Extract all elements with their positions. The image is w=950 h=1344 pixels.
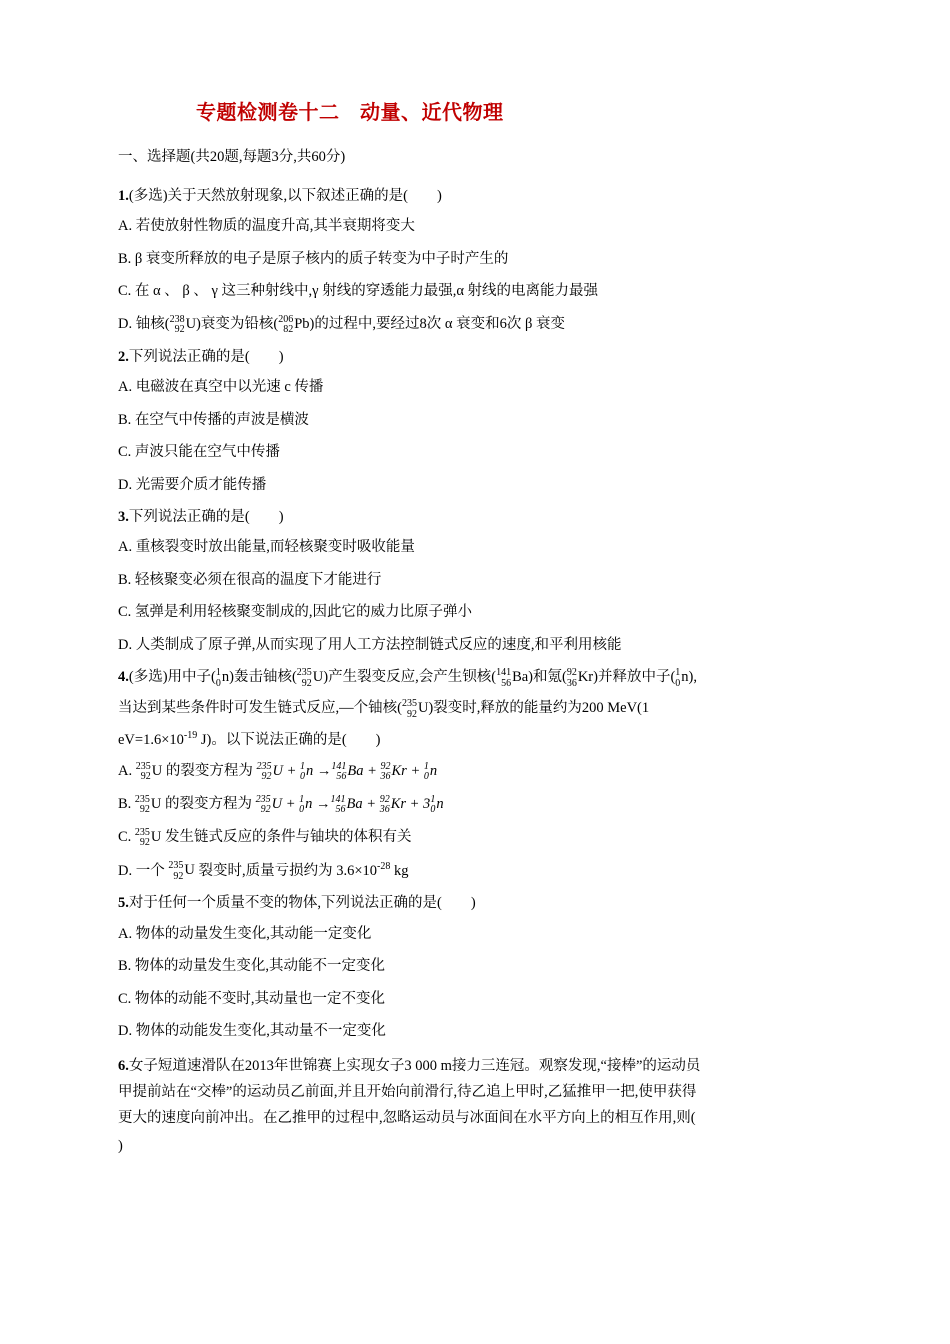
nuclide-u235-f: 235 92: [168, 860, 184, 882]
question-6-stem-line-2: 甲提前站在“交棒”的运动员乙前面,并且开始向前滑行,待乙追上甲时,乙猛推甲一把,使甲获得: [118, 1083, 697, 1100]
nuclide-u238: 238 92: [169, 313, 185, 336]
question-4: [118, 666, 832, 882]
nuclide-ba141: 141 56: [496, 667, 512, 689]
question-5-option-b: B. 物体的动量发生变化,其动能不一定变化: [118, 958, 386, 975]
question-4-stem-line-3: $eV=1.6\times 10^{-19}$ J)。以下说法正确的是( ): [118, 730, 381, 749]
question-1-option-a: A. 若使放射性物质的温度升高,其半衰期将变大: [118, 218, 415, 235]
nuclide-u235-d: 235 92: [134, 793, 150, 816]
page-title: 专题检测卷十二 动量、近代物理: [196, 102, 504, 124]
eq2-ba141: 141 56: [330, 793, 346, 816]
question-3-option-a: A. 重核裂变时放出能量,而轻核聚变时吸收能量: [118, 539, 415, 556]
question-3-number: 3.: [118, 508, 129, 525]
question-5-option-d: D. 物体的动能发生变化,其动量不一定变化: [118, 1023, 386, 1040]
question-3-option-d: D. 人类制成了原子弹,从而实现了用人工方法控制链式反应的速度,和平利用核能: [118, 636, 622, 653]
question-5: [118, 892, 832, 1042]
question-3-stem: [118, 506, 832, 528]
question-6-stem-line-1: [118, 1053, 832, 1079]
eq2-kr92: 92 36: [379, 793, 390, 816]
nuclide-u235-a: 235 92: [296, 667, 312, 689]
question-3-option-c: C. 氢弹是利用轻核聚变制成的,因此它的威力比原子弹小: [118, 604, 473, 621]
nuclide-kr92: 92 36: [566, 667, 577, 689]
nuclide-n1: 1 0: [215, 667, 221, 689]
eq2-n1-b: 1 0: [430, 793, 436, 816]
question-4-option-a: A. 235 92 U 的裂变方程为 235 92 U + 1 0 n → 141 56 Ba + 92 36 Kr + 1 0 n: [118, 760, 438, 783]
question-5-option-a: A. 物体的动量发生变化,其动能一定变化: [118, 925, 372, 942]
question-2: [118, 346, 832, 496]
question-4-option-b: B. 235 92 U 的裂变方程为 235 92 U + 1 0 n → 141 56 Ba + 92 36 Kr + 3 1 0 n: [118, 793, 444, 816]
nuclide-u235-e: 235 92: [134, 826, 150, 849]
question-1-stem: [118, 185, 832, 207]
eq2-n1: 1 0: [299, 793, 305, 816]
nuclide-pb206: 206 82: [278, 313, 294, 336]
question-6-stem-line-4: ): [118, 1138, 123, 1155]
question-1-number: 1.: [118, 187, 129, 204]
question-2-option-b: B. 在空气中传播的声波是横波: [118, 411, 309, 428]
question-3-text: 下列说法正确的是( ): [128, 508, 284, 525]
question-4-stem-line-2: 当达到某些条件时可发生链式反应,—个铀核( 235 92 U)裂变时,释放的能量约为200 MeV(1: [118, 698, 650, 720]
question-6-text-1: 女子短道速滑队在2013年世锦赛上实现女子3 000 m接力三连冠。观察发现,“接棒”的运动员: [128, 1057, 701, 1074]
eq2-u235: 235 92: [255, 793, 271, 816]
question-1-option-b: B. β 衰变所释放的电子是原子核内的质子转变为中子时产生的: [118, 250, 509, 267]
question-1-text: (多选)关于天然放射现象,以下叙述正确的是( ): [128, 187, 442, 204]
question-4-stem-line-1: 4.(多选)用中子( 1 0 n)轰击铀核( 235 92 U)产生裂变反应,会产生钡核( 141 56 Ba)和氪( 92 36 Kr)并释放中子( 1 0 n),: [118, 667, 698, 689]
question-2-text: 下列说法正确的是( ): [128, 348, 284, 365]
question-2-option-a: A. 电磁波在真空中以光速 c 传播: [118, 379, 324, 396]
question-3: [118, 506, 832, 656]
nuclide-u235-c: 235 92: [135, 760, 151, 783]
nuclide-u235-b: 235 92: [401, 698, 417, 720]
question-4-option-c: C. 235 92 U 发生链式反应的条件与铀块的体积有关: [118, 826, 412, 849]
question-1-option-c: C. 在 α 、 β 、 γ 这三种射线中,γ 射线的穿透能力最强,α 射线的电离能力最强: [118, 283, 599, 300]
nuclide-n1-b: 1 0: [675, 667, 681, 689]
question-6: [118, 1053, 832, 1159]
eq-n1: 1 0: [299, 760, 305, 783]
question-6-stem-line-3: 更大的速度向前冲出。在乙推甲的过程中,忽略运动员与冰面间在水平方向上的相互作用,则(: [118, 1109, 696, 1126]
question-5-option-c: C. 物体的动能不变时,其动量也一定不变化: [118, 990, 386, 1007]
question-5-text: 对于任何一个质量不变的物体,下列说法正确的是( ): [128, 895, 476, 912]
eq-ba141: 141 56: [331, 760, 347, 783]
question-3-option-b: B. 轻核聚变必须在很高的温度下才能进行: [118, 571, 382, 588]
question-2-option-c: C. 声波只能在空气中传播: [118, 444, 280, 461]
question-4-option-d: D. 一个 235 92 U 裂变时,质量亏损约为 $3.6\times 10^{-28}$ kg: [118, 860, 409, 882]
section-heading: 一、选择题(共20题,每题3分,共60分): [118, 149, 346, 165]
question-5-number: 5.: [118, 895, 129, 912]
question-2-number: 2.: [118, 348, 129, 365]
eq-kr92: 92 36: [380, 760, 391, 783]
question-1: [118, 185, 832, 336]
question-4-number: 4.: [118, 669, 129, 686]
question-2-option-d: D. 光需要介质才能传播: [118, 476, 267, 493]
question-5-stem: [118, 892, 832, 914]
question-1-option-d: D. 铀核( 238 92 U)衰变为铅核( 206 82 Pb)的过程中,要经过8次 α 衰变和6次 β 衰变: [118, 313, 565, 336]
question-6-number: 6.: [118, 1057, 129, 1074]
eq-n1-b: 1 0: [423, 760, 429, 783]
question-2-stem: [118, 346, 832, 368]
eq-u235: 235 92: [256, 760, 272, 783]
